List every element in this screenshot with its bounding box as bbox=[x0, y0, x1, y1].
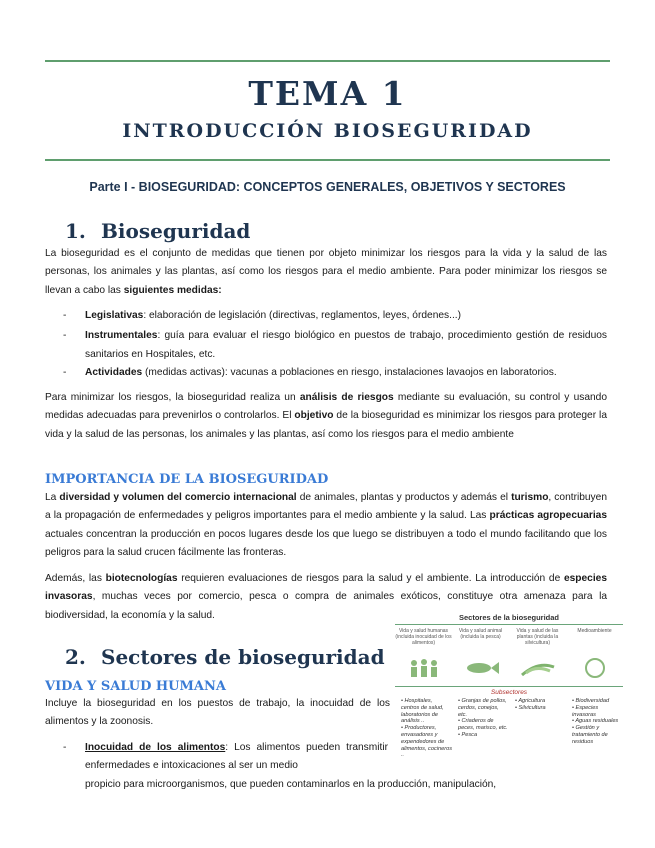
list-item: - Legislativas: elaboración de legislación (directivas, reglamentos, leyes, órdenes...) bbox=[63, 310, 462, 321]
list-item: • Especies invasoras bbox=[572, 705, 623, 719]
subsector-list bbox=[509, 698, 566, 759]
section1-intro: La bioseguridad es el conjunto de medidas que tienen por objeto minimizar los riesgos para la vida y la salud de las personas, los animales y las plantas, así como los riesgos para el medio ambiente. Para poder minimizar los riesgos se llevan a cabo las siguientes medidas: bbox=[45, 248, 607, 296]
plant-icon bbox=[509, 657, 566, 679]
list-item: • Agricultura bbox=[515, 698, 566, 705]
doc-subtitle: INTRODUCCIÓN BIOSEGURIDAD bbox=[122, 120, 533, 142]
section1-heading bbox=[65, 219, 250, 243]
importance-paragraph-1: La diversidad y volumen del comercio internacional de animales, plantas y productos y además el turismo, contribuyen a la propagación de enfermedades y peligros importantes para el medio ambiente y la salud. Las prácticas agropecuarias actuales concentran la producción en pocos lugares desde los que luego se distribuyen a todo el mundo facilitando que los peligros para la salud crucen fácilmente las fronteras. bbox=[45, 492, 607, 558]
figure-column-label: Vida y salud de las plantas (incluida la silvicultura) bbox=[516, 628, 559, 646]
inocuidad-list bbox=[63, 739, 388, 776]
top-rule bbox=[45, 60, 610, 62]
part-heading: Parte I - BIOSEGURIDAD: CONCEPTOS GENERALES, OBJETIVOS Y SECTORES bbox=[89, 180, 566, 194]
importance-heading: IMPORTANCIA DE LA BIOSEGURIDAD bbox=[45, 472, 329, 487]
figure-column-label: Vida y salud humanas (incluida inocuidad de los alimentos) bbox=[395, 628, 452, 646]
importance-paragraph-2: Además, las biotecnologías requieren evaluaciones de riesgos para la salud y el ambiente. La introducción de especies invasoras, muchas veces por comercio, pesca o compra de animales exóticos, constituye otra amenaza para la biodiversidad, la economía y la salud. bbox=[45, 573, 608, 621]
vida-heading: VIDA Y SALUD HUMANA bbox=[45, 679, 226, 694]
list-item: • Granjas de pollos, cerdos, conejos, etc. bbox=[458, 698, 509, 718]
list-item: • Pesca bbox=[458, 732, 509, 739]
figure-column-label: Medioambiente bbox=[577, 628, 612, 634]
vida-paragraph: Incluye la bioseguridad en los puestos de trabajo, la inocuidad de los alimentos y la zoonosis. bbox=[45, 698, 390, 728]
list-item: • Gestión y tratamiento de residuos bbox=[572, 725, 623, 745]
list-item: • Biodiversidad bbox=[572, 698, 623, 705]
inocuidad-continuation: propicio para microorganismos, que pueden contaminarlos en la producción, manipulación, bbox=[85, 779, 497, 790]
list-item: - Inocuidad de los alimentos: Los alimentos pueden transmitir enfermedades e intoxicaciones al ser un medio bbox=[63, 742, 388, 772]
section1-title: Bioseguridad bbox=[101, 219, 251, 243]
figure-title: Sectores de la bioseguridad bbox=[395, 613, 623, 625]
list-item: • Aguas residuales bbox=[572, 718, 623, 725]
section2-heading bbox=[65, 645, 385, 669]
section2-number: 2. bbox=[65, 645, 86, 669]
list-item: • Productores, envasadores y expendedores de alimentos, cocineros .. bbox=[401, 725, 452, 759]
title-rule bbox=[45, 159, 610, 161]
list-item: • Silvicultura bbox=[515, 705, 566, 712]
figure-column-label: Vida y salud animal (incluida la pesca) bbox=[458, 628, 503, 640]
circle-icon bbox=[566, 657, 623, 679]
subsector-list bbox=[566, 698, 623, 759]
subsector-list bbox=[452, 698, 509, 759]
section2-title: Sectores de bioseguridad bbox=[101, 645, 385, 669]
list-item: - Instrumentales: guía para evaluar el riesgo biológico en puestos de trabajo, procedimiento gestión de residuos sanitarios en Hospitales, etc. bbox=[63, 330, 607, 360]
section1-number: 1. bbox=[65, 219, 86, 243]
fish-icon bbox=[452, 657, 509, 679]
people-icon bbox=[395, 657, 452, 679]
list-item: - Actividades (medidas activas): vacunas a poblaciones en riesgo, instalaciones lavaojos en laboratorios. bbox=[63, 366, 557, 378]
subsector-list bbox=[395, 698, 452, 759]
measures-list bbox=[63, 307, 607, 382]
subsectors-title: Subsectores bbox=[395, 686, 623, 696]
doc-title: TEMA 1 bbox=[248, 74, 407, 113]
list-item: • Hospitales, centros de salud, laboratorios de análisis .. bbox=[401, 698, 452, 725]
list-item: • Criaderos de peces, marisco, etc. bbox=[458, 718, 509, 732]
analysis-paragraph: Para minimizar los riesgos, la bioseguridad realiza un análisis de riesgos mediante su evaluación, su control y usando medidas adecuadas para prevenirlos o controlarlos. El objetivo de la bioseguridad es minimizar los riesgos para proteger la vida y la salud de las personas, los animales y las plantas, así como los riesgos para el medio ambiente bbox=[45, 392, 607, 440]
sectors-figure bbox=[395, 613, 623, 773]
